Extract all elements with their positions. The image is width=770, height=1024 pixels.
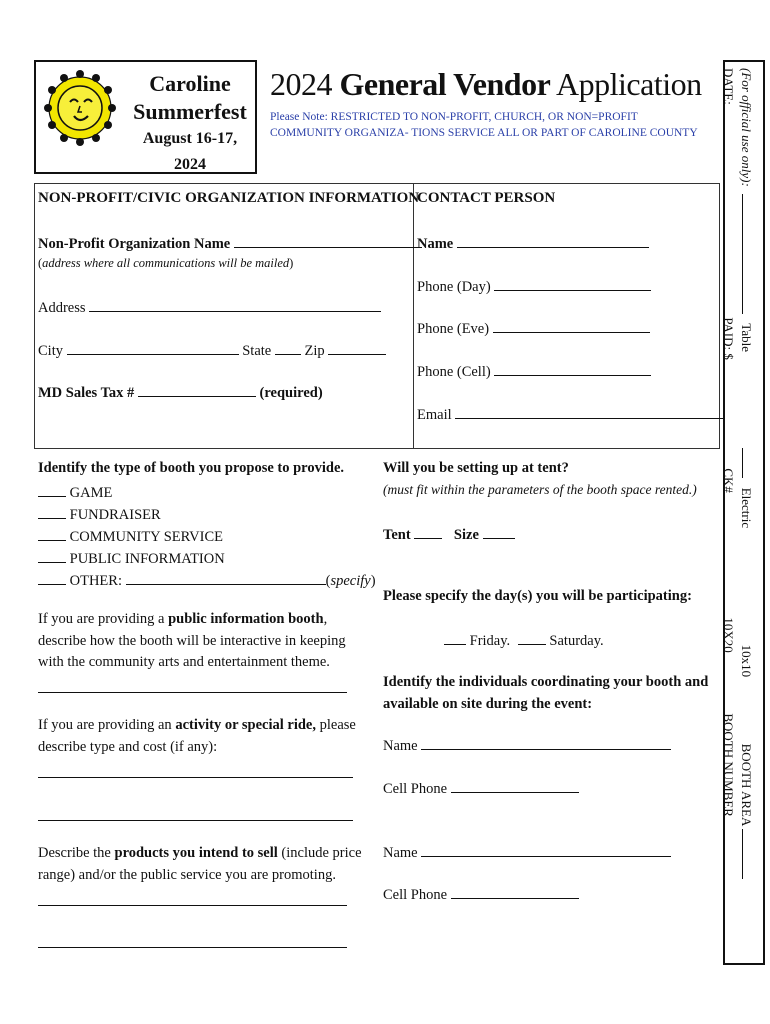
tent-hint: (must fit within the parameters of the booth space rented.) bbox=[383, 482, 697, 497]
saturday-field[interactable] bbox=[518, 630, 546, 645]
booth-number-label: BOOTH NUMBER bbox=[721, 713, 736, 817]
address-field[interactable] bbox=[89, 297, 381, 312]
tent-field[interactable] bbox=[414, 524, 442, 539]
phone-eve-field[interactable] bbox=[493, 318, 650, 333]
size-field[interactable] bbox=[483, 524, 515, 539]
city-label: City bbox=[38, 343, 63, 359]
size-10x10: 10x10 bbox=[739, 644, 754, 678]
phone-day-field[interactable] bbox=[494, 276, 651, 291]
restriction-note: Please Note: RESTRICTED TO NON-PROFIT, CHURCH, OR NON=PROFIT COMMUNITY ORGANIZA- TIONS SERVICE ALL OR PART OF CAROLINE COUNTY bbox=[270, 111, 698, 139]
city-field[interactable] bbox=[67, 340, 239, 355]
friday-label: Friday. bbox=[469, 633, 511, 649]
days-heading: Please specify the day(s) you will be participating: bbox=[383, 588, 692, 604]
coord1-cell-label: Cell Phone bbox=[383, 781, 448, 797]
booth-option-game[interactable]: GAME bbox=[38, 482, 376, 504]
coord1-cell-field[interactable] bbox=[451, 778, 579, 793]
booth-option-other[interactable]: OTHER: (specify) bbox=[38, 570, 376, 592]
tax-required: (required) bbox=[259, 385, 323, 401]
tax-label: MD Sales Tax # bbox=[38, 385, 135, 401]
org-name-label: Non-Profit Organization Name bbox=[38, 236, 231, 252]
state-label: State bbox=[242, 343, 272, 359]
saturday-label: Saturday. bbox=[549, 633, 604, 649]
org-name-field[interactable] bbox=[234, 233, 422, 248]
products-prompt: Describe the products you intend to sell (include price range) and/or the public service you are promoting. bbox=[38, 845, 362, 883]
coord2-cell-field[interactable] bbox=[451, 884, 579, 899]
electric-label: Electric bbox=[739, 487, 754, 529]
activity-line-1[interactable] bbox=[38, 777, 353, 778]
friday-field[interactable] bbox=[444, 630, 466, 645]
title-year: 2024 bbox=[270, 66, 332, 102]
address-label: Address bbox=[38, 300, 86, 316]
days-row bbox=[444, 630, 604, 650]
phone-eve-label: Phone (Eve) bbox=[417, 321, 490, 337]
coord1-name-field[interactable] bbox=[421, 735, 671, 750]
contact-heading: CONTACT PERSON bbox=[417, 190, 556, 206]
products-line-1[interactable] bbox=[38, 905, 347, 906]
tax-row bbox=[38, 382, 323, 402]
booth-option-fundraiser[interactable]: FUNDRAISER bbox=[38, 504, 376, 526]
address-row bbox=[38, 297, 381, 317]
title-bold: General Vendor bbox=[339, 66, 551, 102]
public-info-prompt: If you are providing a public information booth, describe how the booth will be interactive in keeping with the community arts and entertainment theme. bbox=[38, 611, 346, 670]
booth-area-label: BOOTH AREA bbox=[739, 743, 754, 826]
phone-cell-row bbox=[417, 361, 651, 381]
page-title bbox=[270, 66, 702, 103]
brand-dates: August 16-17, 2024 bbox=[142, 130, 238, 173]
state-field[interactable] bbox=[275, 340, 301, 355]
booth-heading: Identify the type of booth you propose to provide. bbox=[38, 460, 345, 476]
activity-line-2[interactable] bbox=[38, 820, 353, 821]
coord2-cell-label: Cell Phone bbox=[383, 887, 448, 903]
booth-options bbox=[38, 482, 376, 592]
event-brand bbox=[128, 70, 252, 178]
size-10x20: 10X20 bbox=[721, 617, 736, 653]
date-label: DATE: bbox=[721, 68, 736, 105]
org-name-row bbox=[38, 233, 422, 253]
coord1-name-label: Name bbox=[383, 738, 418, 754]
title-rest: Application bbox=[556, 66, 702, 102]
ck-label: CK# bbox=[721, 468, 736, 493]
activity-prompt: If you are providing an activity or special ride, please describe type and cost (if any): bbox=[38, 717, 356, 755]
size-label: Size bbox=[453, 527, 479, 543]
tax-field[interactable] bbox=[138, 382, 256, 397]
phone-day-label: Phone (Day) bbox=[417, 279, 491, 295]
coord2-cell-row bbox=[383, 884, 579, 904]
coord1-name-row bbox=[383, 735, 671, 755]
coord2-name-label: Name bbox=[383, 845, 418, 861]
coord-heading: Identify the individuals coordinating your booth and available on site during the event: bbox=[383, 674, 709, 712]
booth-option-community[interactable]: COMMUNITY SERVICE bbox=[38, 526, 376, 548]
zip-label: Zip bbox=[304, 343, 325, 359]
brand-line2: Summerfest bbox=[133, 99, 247, 124]
email-row bbox=[417, 404, 723, 424]
city-row bbox=[38, 340, 386, 360]
zip-field[interactable] bbox=[328, 340, 386, 355]
official-use-label: (For official use only): bbox=[739, 68, 754, 187]
table-label: Table bbox=[739, 323, 754, 352]
booth-option-public-info[interactable]: PUBLIC INFORMATION bbox=[38, 548, 376, 570]
org-heading: NON-PROFIT/CIVIC ORGANIZATION INFORMATION bbox=[38, 190, 420, 206]
coord2-name-field[interactable] bbox=[421, 842, 671, 857]
official-use-box bbox=[723, 60, 765, 965]
tent-label: Tent bbox=[383, 527, 411, 543]
public-info-line[interactable] bbox=[38, 692, 347, 693]
org-name-hint: (address where all communications will be mailed) bbox=[38, 256, 294, 270]
phone-cell-field[interactable] bbox=[494, 361, 651, 376]
phone-day-row bbox=[417, 276, 651, 296]
sun-logo-icon bbox=[44, 68, 116, 146]
email-field[interactable] bbox=[455, 404, 723, 419]
contact-name-field[interactable] bbox=[457, 233, 649, 248]
phone-eve-row bbox=[417, 318, 650, 338]
tent-heading: Will you be setting up at tent? bbox=[383, 460, 569, 476]
coord1-cell-row bbox=[383, 778, 579, 798]
phone-cell-label: Phone (Cell) bbox=[417, 364, 491, 380]
contact-name-label: Name bbox=[417, 236, 454, 252]
email-label: Email bbox=[417, 407, 452, 423]
products-line-2[interactable] bbox=[38, 947, 347, 948]
tent-row bbox=[383, 524, 515, 544]
coord2-name-row bbox=[383, 842, 671, 862]
brand-line1: Caroline bbox=[149, 71, 231, 96]
paid-label: PAID: $ bbox=[721, 317, 736, 360]
contact-name-row bbox=[417, 233, 649, 253]
